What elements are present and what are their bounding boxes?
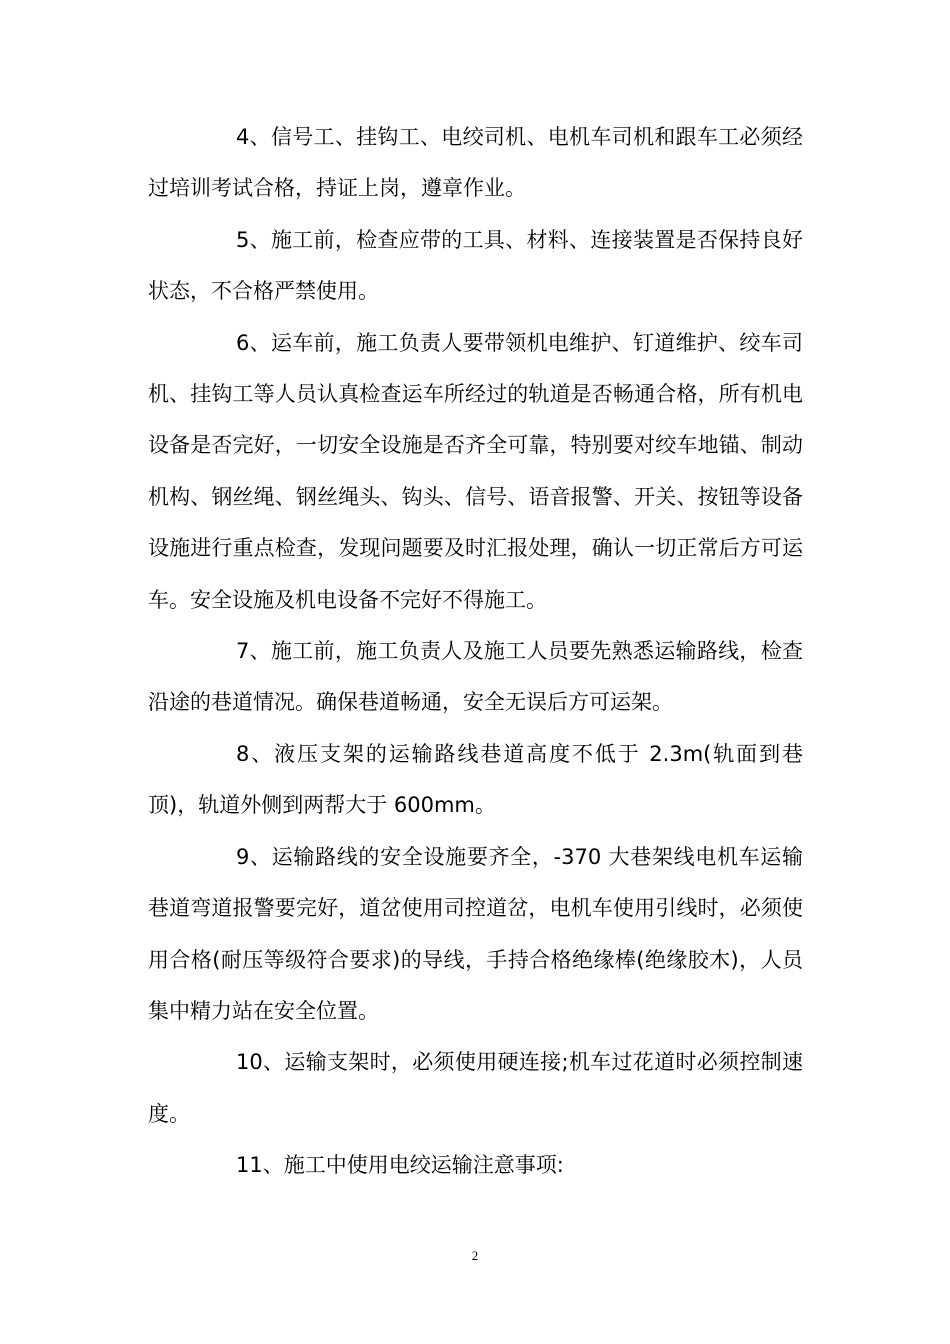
page-number: 2 [471,1248,479,1263]
paragraph-4: 4、信号工、挂钩工、电绞司机、电机车司机和跟车工必须经过培训考试合格，持证上岗，遵章作业。 [148,125,803,201]
paragraph-6: 6、运车前，施工负责人要带领机电维护、钉道维护、绞车司机、挂钩工等人员认真检查运车所经过的轨道是否畅通合格，所有机电设备是否完好，一切安全设施是否齐全可靠，特别要对绞车地锚、制动机构、钢丝绳、钢丝绳头、钩头、信号、语音报警、开关、按钮等设备设施进行重点检查，发现问题要及时汇报处理，确认一切正常后方可运车。安全设施及机电设备不完好不得施工。 [148,330,803,612]
paragraph-8: 8、液压支架的运输路线巷道高度不低于 2.3m(轨面到巷顶)，轨道外侧到两帮大于 600mm。 [148,741,803,818]
body-text [148,112,803,1192]
paragraph-10: 10、运输支架时，必须使用硬连接;机车过花道时必须控制速度。 [148,1050,803,1126]
paragraph-9: 9、运输路线的安全设施要齐全，-370 大巷架线电机车运输巷道弯道报警要完好，道岔使用司控道岔，电机车使用引线时，必须使用合格(耐压等级符合要求)的导线，手持合格绝缘棒(绝缘胶木)，人员集中精力站在安全位置。 [148,844,803,1023]
paragraph-5: 5、施工前，检查应带的工具、材料、连接装置是否保持良好状态，不合格严禁使用。 [148,227,803,304]
paragraph-7: 7、施工前，施工负责人及施工人员要先熟悉运输路线，检查沿途的巷道情况。确保巷道畅通，安全无误后方可运架。 [148,639,803,715]
paragraph-11: 11、施工中使用电绞运输注意事项: [236,1153,564,1178]
